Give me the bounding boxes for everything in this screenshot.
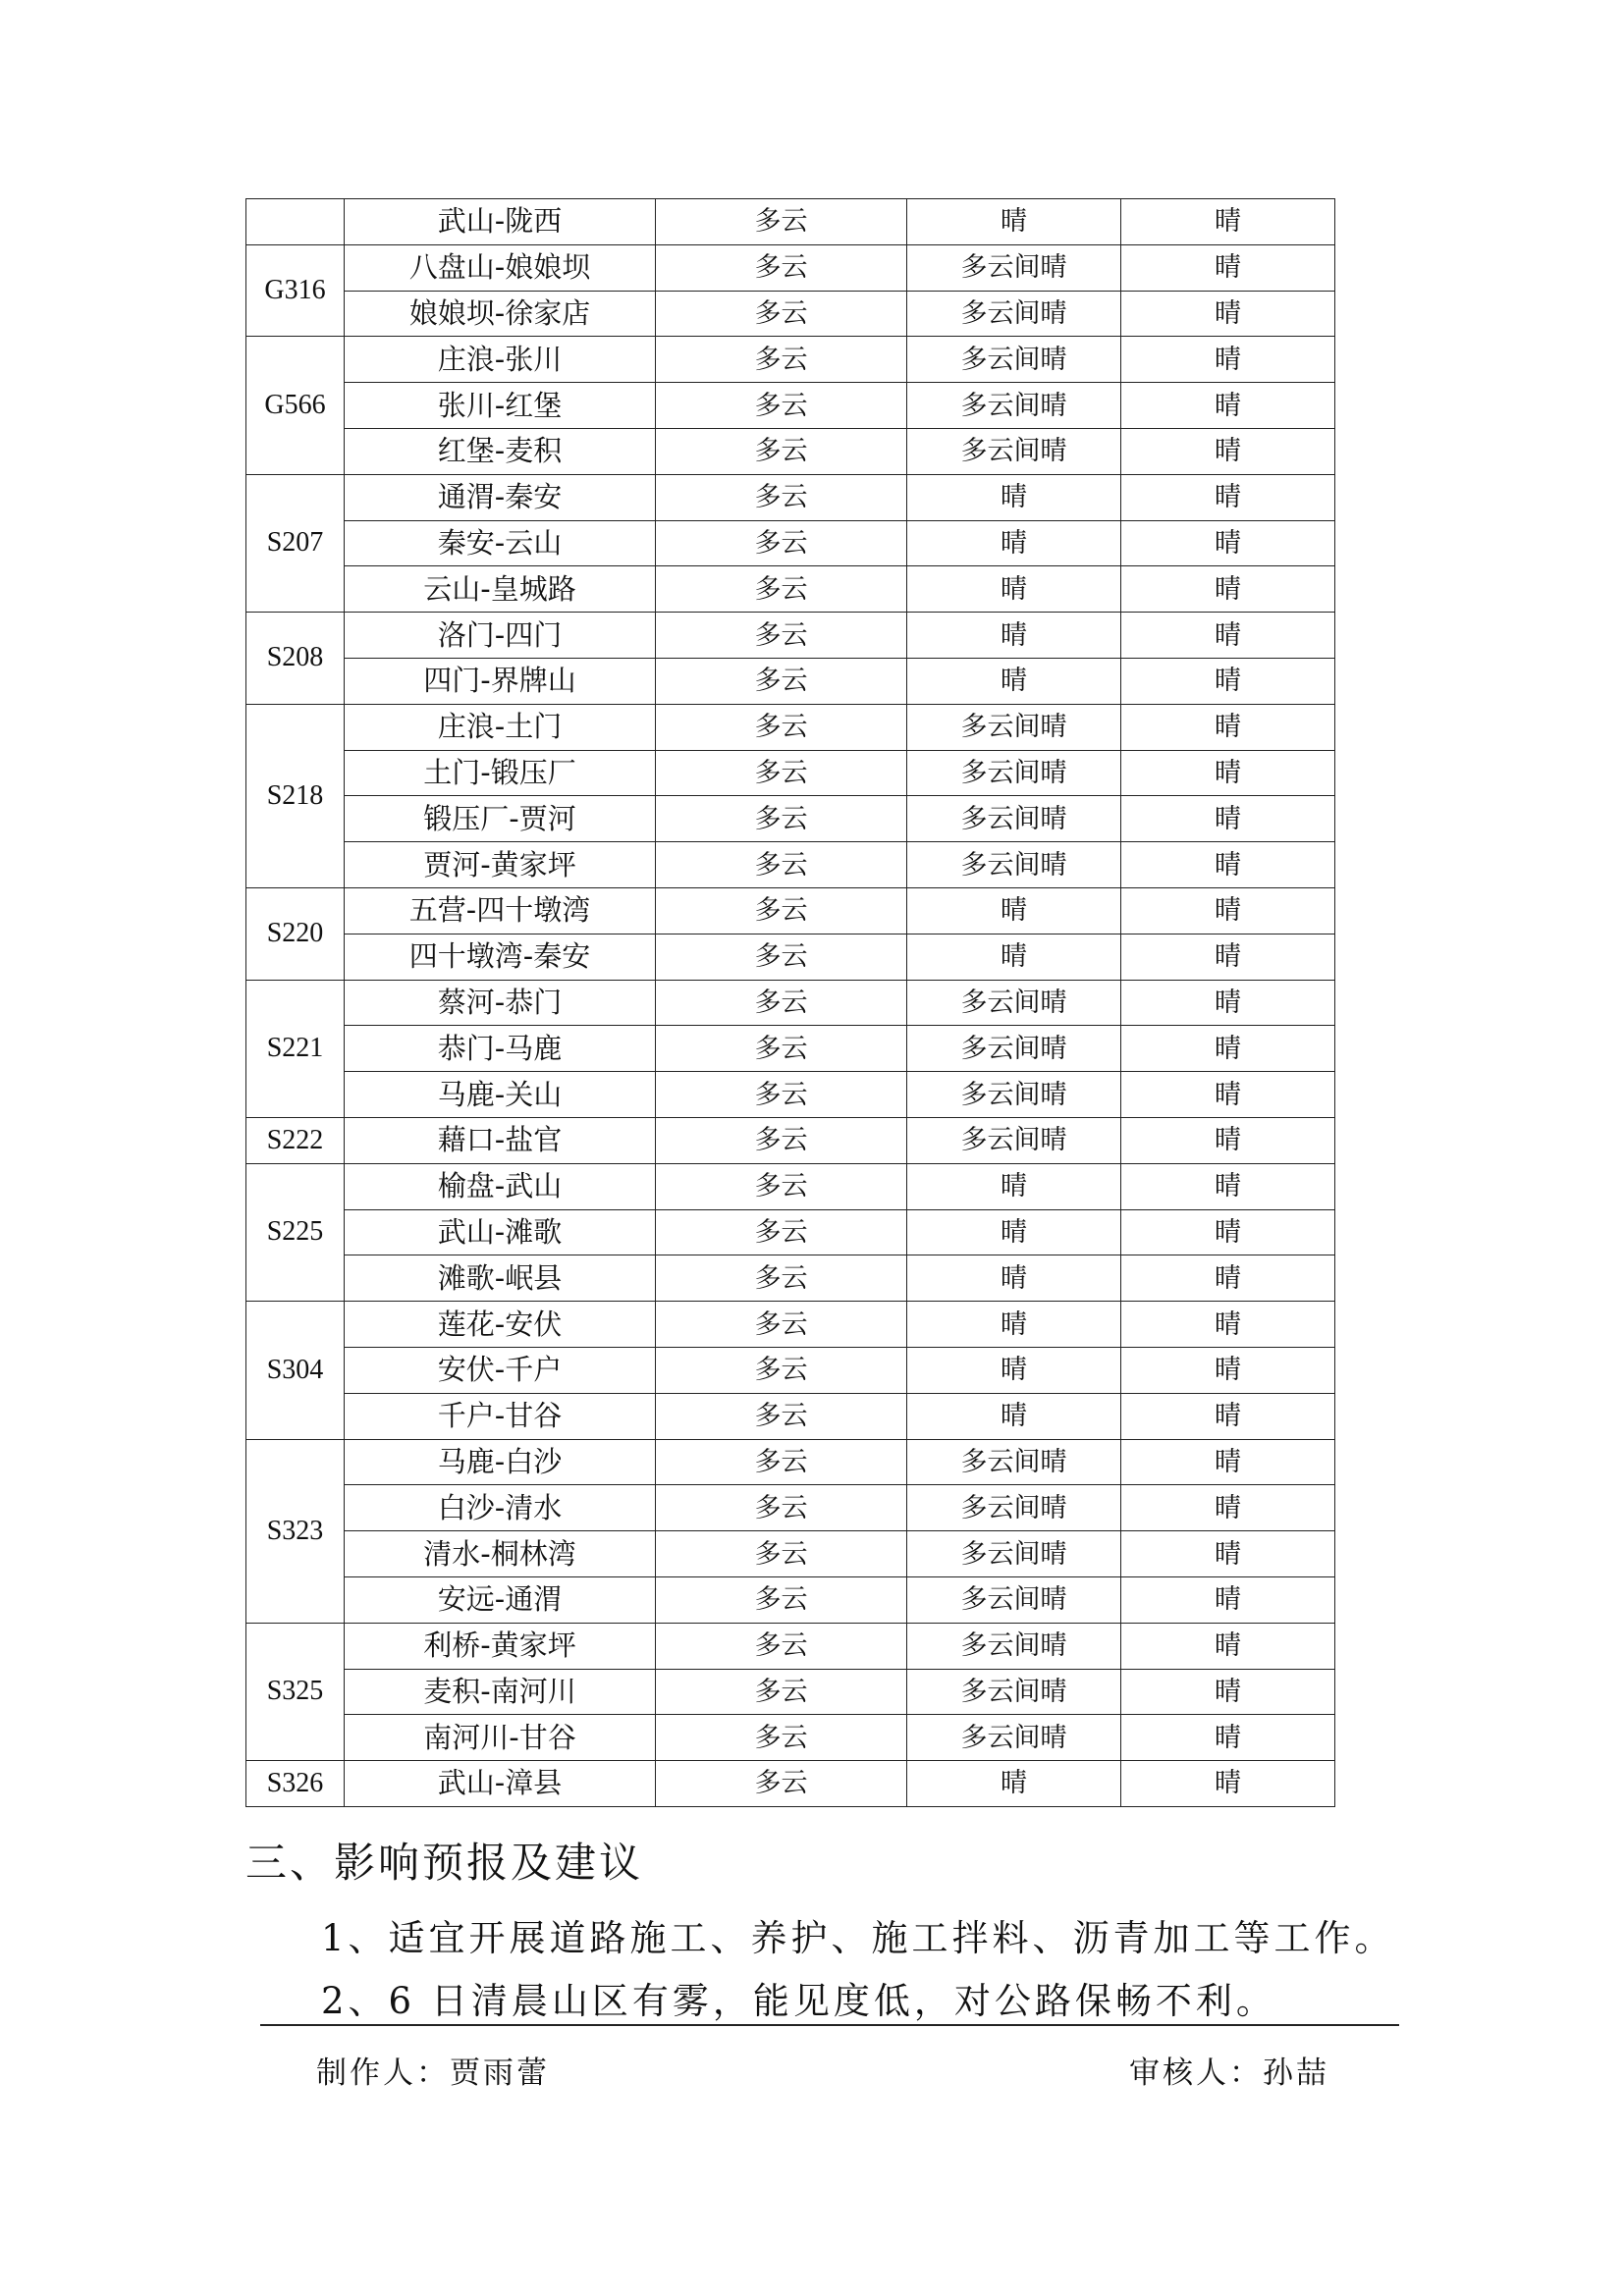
- table-row: [246, 1302, 1335, 1348]
- table-row: [246, 1255, 1335, 1302]
- road-segment-cell: 蔡河-恭门: [345, 980, 656, 1026]
- table-row: [246, 1485, 1335, 1531]
- weather-cell: 多云间晴: [907, 1117, 1121, 1163]
- road-segment-cell: 莲花-安伏: [345, 1302, 656, 1348]
- table-row: [246, 796, 1335, 842]
- weather-cell: 多云间晴: [907, 1715, 1121, 1761]
- weather-cell: 多云: [656, 658, 907, 704]
- weather-cell: 晴: [907, 1761, 1121, 1807]
- road-segment-cell: 清水-桐林湾: [345, 1531, 656, 1577]
- weather-cell: 晴: [1121, 704, 1335, 750]
- road-segment-cell: 利桥-黄家坪: [345, 1623, 656, 1669]
- weather-cell: 晴: [907, 474, 1121, 520]
- weather-cell: 多云间晴: [907, 337, 1121, 383]
- road-segment-cell: 土门-锻压厂: [345, 750, 656, 796]
- road-segment-cell: 千户-甘谷: [345, 1393, 656, 1439]
- section-heading: 三、影响预报及建议: [245, 1839, 644, 1887]
- weather-cell: 多云间晴: [907, 1623, 1121, 1669]
- route-code-cell: S221: [246, 980, 345, 1117]
- table-row: [246, 1163, 1335, 1209]
- weather-cell: 多云间晴: [907, 1531, 1121, 1577]
- weather-cell: 多云: [656, 1531, 907, 1577]
- table-row: [246, 1669, 1335, 1715]
- weather-cell: 多云: [656, 704, 907, 750]
- road-segment-cell: 五营-四十墩湾: [345, 887, 656, 934]
- table-row: [246, 474, 1335, 520]
- route-code-cell: [246, 199, 345, 245]
- weather-cell: 多云: [656, 337, 907, 383]
- weather-cell: 晴: [1121, 428, 1335, 474]
- weather-cell: 晴: [1121, 383, 1335, 429]
- weather-cell: 晴: [1121, 796, 1335, 842]
- weather-cell: 晴: [907, 1209, 1121, 1255]
- weather-cell: 多云: [656, 934, 907, 980]
- weather-cell: 多云: [656, 566, 907, 613]
- weather-cell: 晴: [1121, 842, 1335, 888]
- table-row: [246, 1439, 1335, 1485]
- table-row: [246, 842, 1335, 888]
- weather-cell: 晴: [907, 658, 1121, 704]
- weather-cell: 多云: [656, 383, 907, 429]
- road-segment-cell: 庄浪-土门: [345, 704, 656, 750]
- road-segment-cell: 张川-红堡: [345, 383, 656, 429]
- table-row: [246, 887, 1335, 934]
- weather-cell: 晴: [1121, 1026, 1335, 1072]
- route-code-cell: S304: [246, 1302, 345, 1439]
- footer-divider: [260, 2024, 1399, 2026]
- weather-cell: 多云间晴: [907, 244, 1121, 291]
- weather-cell: 多云: [656, 1715, 907, 1761]
- table-row: [246, 1531, 1335, 1577]
- weather-cell: 多云: [656, 1209, 907, 1255]
- weather-cell: 多云: [656, 750, 907, 796]
- road-segment-cell: 云山-皇城路: [345, 566, 656, 613]
- table-row: [246, 566, 1335, 613]
- weather-cell: 多云: [656, 887, 907, 934]
- road-segment-cell: 榆盘-武山: [345, 1163, 656, 1209]
- table-row: [246, 980, 1335, 1026]
- weather-cell: 多云间晴: [907, 842, 1121, 888]
- weather-cell: 晴: [1121, 566, 1335, 613]
- weather-cell: 多云: [656, 1485, 907, 1531]
- advice-item-2: 2、6 日清晨山区有雾，能见度低，对公路保畅不利。: [321, 1980, 1276, 2022]
- road-segment-cell: 红堡-麦积: [345, 428, 656, 474]
- weather-cell: 晴: [907, 613, 1121, 659]
- route-code-cell: S225: [246, 1163, 345, 1301]
- weather-cell: 晴: [1121, 613, 1335, 659]
- weather-cell: 晴: [1121, 658, 1335, 704]
- weather-cell: 多云间晴: [907, 1026, 1121, 1072]
- weather-cell: 晴: [1121, 1485, 1335, 1531]
- road-segment-cell: 武山-陇西: [345, 199, 656, 245]
- road-segment-cell: 秦安-云山: [345, 520, 656, 566]
- weather-cell: 多云间晴: [907, 1072, 1121, 1118]
- table-row: [246, 934, 1335, 980]
- road-segment-cell: 安伏-千户: [345, 1347, 656, 1393]
- weather-cell: 晴: [1121, 1531, 1335, 1577]
- weather-cell: 晴: [1121, 980, 1335, 1026]
- table-row: [246, 613, 1335, 659]
- table-row: [246, 428, 1335, 474]
- road-weather-forecast-table: [245, 198, 1335, 1807]
- weather-cell: 多云间晴: [907, 1576, 1121, 1623]
- table-row: [246, 1072, 1335, 1118]
- weather-cell: 晴: [1121, 1439, 1335, 1485]
- route-code-cell: S323: [246, 1439, 345, 1623]
- road-segment-cell: 藉口-盐官: [345, 1117, 656, 1163]
- road-segment-cell: 贾河-黄家坪: [345, 842, 656, 888]
- advice-item-1: 1、适宜开展道路施工、养护、施工拌料、沥青加工等工作。: [321, 1917, 1395, 1959]
- weather-cell: 晴: [1121, 337, 1335, 383]
- route-code-cell: G316: [246, 244, 345, 337]
- route-code-cell: S207: [246, 474, 345, 612]
- weather-cell: 多云: [656, 980, 907, 1026]
- weather-cell: 多云: [656, 474, 907, 520]
- weather-cell: 晴: [1121, 291, 1335, 337]
- road-segment-cell: 马鹿-白沙: [345, 1439, 656, 1485]
- weather-cell: 多云: [656, 1026, 907, 1072]
- weather-cell: 多云: [656, 1393, 907, 1439]
- weather-cell: 多云: [656, 1623, 907, 1669]
- weather-cell: 多云: [656, 199, 907, 245]
- road-segment-cell: 武山-漳县: [345, 1761, 656, 1807]
- weather-cell: 多云: [656, 428, 907, 474]
- weather-cell: 晴: [1121, 1576, 1335, 1623]
- weather-cell: 晴: [907, 1255, 1121, 1302]
- table-row: [246, 199, 1335, 245]
- route-code-cell: G566: [246, 337, 345, 474]
- table-row: [246, 1576, 1335, 1623]
- table-row: [246, 244, 1335, 291]
- table-row: [246, 1117, 1335, 1163]
- weather-cell: 多云: [656, 1117, 907, 1163]
- weather-cell: 多云: [656, 1072, 907, 1118]
- weather-cell: 晴: [1121, 244, 1335, 291]
- road-segment-cell: 洛门-四门: [345, 613, 656, 659]
- table-row: [246, 1393, 1335, 1439]
- table-row: [246, 1761, 1335, 1807]
- road-segment-cell: 安远-通渭: [345, 1576, 656, 1623]
- weather-cell: 晴: [907, 1302, 1121, 1348]
- weather-cell: 多云间晴: [907, 980, 1121, 1026]
- weather-cell: 晴: [1121, 1117, 1335, 1163]
- weather-cell: 晴: [1121, 199, 1335, 245]
- weather-cell: 多云间晴: [907, 1669, 1121, 1715]
- road-segment-cell: 庄浪-张川: [345, 337, 656, 383]
- weather-cell: 多云: [656, 520, 907, 566]
- table-row: [246, 520, 1335, 566]
- route-code-cell: S326: [246, 1761, 345, 1807]
- route-code-cell: S325: [246, 1623, 345, 1760]
- weather-cell: 多云间晴: [907, 428, 1121, 474]
- table-row: [246, 658, 1335, 704]
- table-row: [246, 1347, 1335, 1393]
- table-row: [246, 383, 1335, 429]
- weather-cell: 多云: [656, 842, 907, 888]
- road-segment-cell: 四门-界牌山: [345, 658, 656, 704]
- table-row: [246, 337, 1335, 383]
- weather-cell: 多云间晴: [907, 383, 1121, 429]
- road-segment-cell: 南河川-甘谷: [345, 1715, 656, 1761]
- forecast-table-body: [246, 199, 1335, 1807]
- weather-cell: 多云: [656, 613, 907, 659]
- weather-cell: 晴: [1121, 934, 1335, 980]
- weather-cell: 晴: [1121, 1209, 1335, 1255]
- road-segment-cell: 恭门-马鹿: [345, 1026, 656, 1072]
- weather-cell: 多云: [656, 1163, 907, 1209]
- table-row: [246, 704, 1335, 750]
- weather-cell: 多云: [656, 1255, 907, 1302]
- weather-cell: 晴: [1121, 1255, 1335, 1302]
- table-row: [246, 750, 1335, 796]
- weather-cell: 多云: [656, 1302, 907, 1348]
- weather-cell: 晴: [907, 199, 1121, 245]
- weather-cell: 多云: [656, 1761, 907, 1807]
- road-segment-cell: 麦积-南河川: [345, 1669, 656, 1715]
- route-code-cell: S218: [246, 704, 345, 887]
- weather-cell: 多云: [656, 1347, 907, 1393]
- weather-cell: 晴: [1121, 1761, 1335, 1807]
- weather-cell: 晴: [1121, 1072, 1335, 1118]
- road-segment-cell: 马鹿-关山: [345, 1072, 656, 1118]
- route-code-cell: S220: [246, 887, 345, 980]
- weather-cell: 多云间晴: [907, 796, 1121, 842]
- table-row: [246, 1715, 1335, 1761]
- weather-cell: 多云间晴: [907, 750, 1121, 796]
- weather-cell: 晴: [907, 887, 1121, 934]
- weather-cell: 多云: [656, 291, 907, 337]
- road-segment-cell: 锻压厂-贾河: [345, 796, 656, 842]
- weather-cell: 晴: [1121, 520, 1335, 566]
- route-code-cell: S208: [246, 613, 345, 705]
- road-segment-cell: 四十墩湾-秦安: [345, 934, 656, 980]
- weather-cell: 多云间晴: [907, 1439, 1121, 1485]
- road-segment-cell: 娘娘坝-徐家店: [345, 291, 656, 337]
- road-segment-cell: 白沙-清水: [345, 1485, 656, 1531]
- table-row: [246, 291, 1335, 337]
- weather-cell: 晴: [1121, 1163, 1335, 1209]
- weather-cell: 多云: [656, 1576, 907, 1623]
- weather-cell: 多云间晴: [907, 704, 1121, 750]
- weather-cell: 晴: [1121, 1715, 1335, 1761]
- weather-cell: 多云: [656, 1439, 907, 1485]
- weather-cell: 多云: [656, 1669, 907, 1715]
- reviewer-label: 审核人：孙喆: [1129, 2056, 1329, 2091]
- weather-cell: 晴: [1121, 750, 1335, 796]
- table-row: [246, 1623, 1335, 1669]
- weather-cell: 晴: [907, 566, 1121, 613]
- weather-cell: 晴: [1121, 474, 1335, 520]
- producer-label: 制作人：贾雨蕾: [316, 2056, 550, 2091]
- weather-cell: 晴: [907, 1163, 1121, 1209]
- weather-cell: 晴: [907, 1347, 1121, 1393]
- weather-cell: 多云: [656, 796, 907, 842]
- table-row: [246, 1209, 1335, 1255]
- road-segment-cell: 滩歌-岷县: [345, 1255, 656, 1302]
- weather-cell: 多云间晴: [907, 1485, 1121, 1531]
- weather-cell: 晴: [907, 520, 1121, 566]
- road-segment-cell: 八盘山-娘娘坝: [345, 244, 656, 291]
- weather-cell: 多云间晴: [907, 291, 1121, 337]
- weather-cell: 晴: [907, 934, 1121, 980]
- table-row: [246, 1026, 1335, 1072]
- weather-cell: 晴: [1121, 1393, 1335, 1439]
- weather-cell: 多云: [656, 244, 907, 291]
- road-segment-cell: 通渭-秦安: [345, 474, 656, 520]
- weather-cell: 晴: [1121, 1302, 1335, 1348]
- road-segment-cell: 武山-滩歌: [345, 1209, 656, 1255]
- weather-cell: 晴: [1121, 1623, 1335, 1669]
- weather-cell: 晴: [907, 1393, 1121, 1439]
- weather-cell: 晴: [1121, 887, 1335, 934]
- route-code-cell: S222: [246, 1117, 345, 1163]
- weather-cell: 晴: [1121, 1669, 1335, 1715]
- weather-cell: 晴: [1121, 1347, 1335, 1393]
